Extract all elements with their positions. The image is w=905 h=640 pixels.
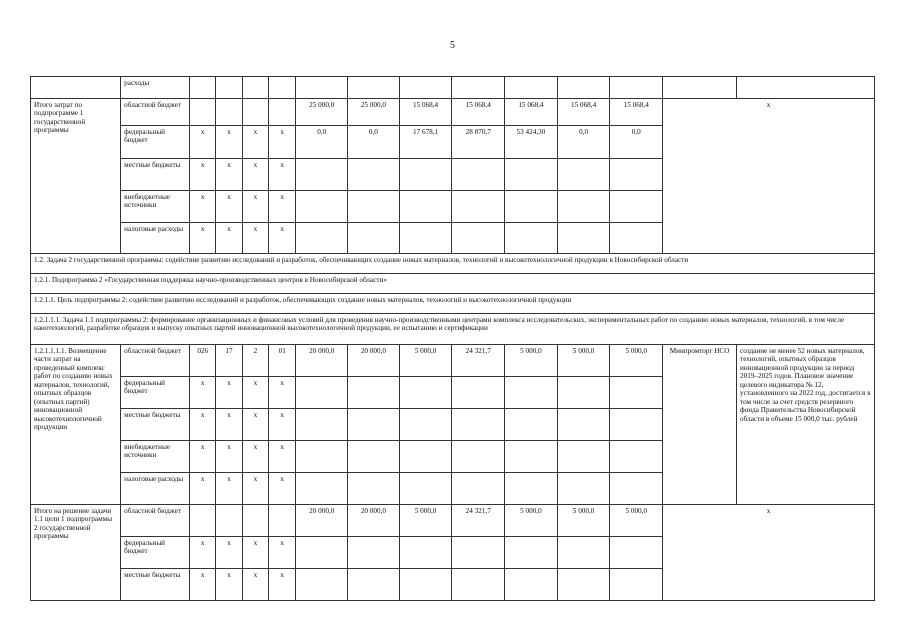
empty-cell: [452, 223, 505, 254]
empty-cell: [242, 99, 268, 126]
source-cell: налоговые расходы: [121, 223, 190, 254]
empty-cell: [557, 77, 610, 99]
empty-cell: [296, 537, 348, 569]
source-cell: местные бюджеты: [121, 159, 190, 191]
empty-cell: [348, 191, 400, 223]
na-mark-cell: x: [190, 159, 216, 191]
row-label: Итого затрат по подпрограмме 1 государственной программы: [31, 99, 121, 254]
amount-cell: 20 000,0: [348, 345, 400, 377]
na-mark-cell: x: [216, 537, 242, 569]
empty-cell: [610, 569, 663, 601]
section-heading: 1.2.1.1. Цель подпрограммы 2: содействие развитию исследований и разработок, обеспечивающих создание новых материалов, технологий и высокотехнологичной продукции: [31, 294, 875, 314]
empty-cell: [505, 409, 558, 441]
empty-cell: [505, 473, 558, 505]
amount-cell: 15 068,4: [557, 99, 610, 126]
amount-cell: 0,0: [557, 126, 610, 159]
empty-cell: [610, 409, 663, 441]
empty-cell: [216, 505, 242, 537]
empty-cell: [296, 569, 348, 601]
empty-cell: [452, 473, 505, 505]
source-cell: внебюджетные источники: [121, 191, 190, 223]
code-cell: 026: [190, 345, 216, 377]
empty-cell: [348, 473, 400, 505]
empty-cell: [399, 537, 452, 569]
empty-cell: [216, 77, 242, 99]
section-heading: 1.2. Задача 2 государственной программы: содействие развитию исследований и разработок, обеспечивающих создание новых материалов, технологий и высокотехнологичной продукции в Новосибирской области: [31, 254, 875, 274]
empty-cell: [216, 99, 242, 126]
na-mark-cell: x: [190, 537, 216, 569]
source-cell: федеральный бюджет: [121, 377, 190, 409]
empty-cell: [505, 159, 558, 191]
result-cell: создание не менее 52 новых материалов, технологий, опытных образцов инновационной продукции за период 2019–2025 годов. Плановое значение целевого индикатора № 12, установленного на 2022 год, достигается в том числе за счет средств резервного фонда Правительства Новосибирской области в объеме 15 000,0 тыс. рублей: [737, 345, 875, 505]
empty-cell: [296, 191, 348, 223]
empty-cell: [557, 537, 610, 569]
budget-table: [30, 76, 875, 601]
section-heading: 1.2.1. Подпрограмма 2 «Государственная поддержка научно-производственных центров в Новосибирской области»: [31, 274, 875, 294]
result-cell: x: [663, 99, 875, 254]
empty-cell: [505, 377, 558, 409]
source-cell: федеральный бюджет: [121, 537, 190, 569]
table-row: [31, 77, 875, 99]
na-mark-cell: x: [269, 569, 296, 601]
empty-cell: [348, 77, 400, 99]
empty-cell: [269, 99, 296, 126]
source-cell: областной бюджет: [121, 99, 190, 126]
section-heading-row: [31, 254, 875, 274]
amount-cell: 5 000,0: [610, 505, 663, 537]
empty-cell: [348, 569, 400, 601]
na-mark-cell: x: [216, 441, 242, 473]
na-mark-cell: x: [190, 409, 216, 441]
amount-cell: 15 068,4: [399, 99, 452, 126]
section-heading-row: [31, 294, 875, 314]
empty-cell: [663, 77, 737, 99]
empty-cell: [610, 537, 663, 569]
na-mark-cell: x: [242, 473, 268, 505]
na-mark-cell: x: [216, 159, 242, 191]
na-mark-cell: x: [190, 126, 216, 159]
empty-cell: [296, 473, 348, 505]
empty-cell: [348, 223, 400, 254]
empty-cell: [610, 77, 663, 99]
amount-cell: 28 870,7: [452, 126, 505, 159]
empty-cell: [557, 191, 610, 223]
na-mark-cell: x: [242, 377, 268, 409]
code-cell: 01: [269, 345, 296, 377]
na-mark-cell: x: [242, 159, 268, 191]
empty-cell: [452, 537, 505, 569]
table-row: [31, 505, 875, 537]
empty-cell: [399, 441, 452, 473]
empty-cell: [399, 191, 452, 223]
empty-cell: [610, 473, 663, 505]
empty-cell: [452, 77, 505, 99]
na-mark-cell: x: [269, 191, 296, 223]
empty-cell: [348, 159, 400, 191]
empty-cell: [610, 159, 663, 191]
na-mark-cell: x: [216, 223, 242, 254]
amount-cell: 5 000,0: [399, 505, 452, 537]
na-mark-cell: x: [216, 569, 242, 601]
empty-cell: [296, 409, 348, 441]
source-cell: местные бюджеты: [121, 409, 190, 441]
empty-cell: [296, 223, 348, 254]
source-cell: областной бюджет: [121, 345, 190, 377]
amount-cell: 25 000,0: [296, 99, 348, 126]
section-heading-row: [31, 314, 875, 345]
code-cell: 17: [216, 345, 242, 377]
na-mark-cell: x: [190, 441, 216, 473]
na-mark-cell: x: [216, 473, 242, 505]
empty-cell: [269, 77, 296, 99]
empty-cell: [557, 409, 610, 441]
empty-cell: [269, 505, 296, 537]
empty-cell: [505, 441, 558, 473]
amount-cell: 5 000,0: [610, 345, 663, 377]
empty-cell: [505, 569, 558, 601]
na-mark-cell: x: [269, 223, 296, 254]
na-mark-cell: x: [242, 191, 268, 223]
source-cell: налоговые расходы: [121, 473, 190, 505]
section-heading-row: [31, 274, 875, 294]
empty-cell: [399, 223, 452, 254]
page-number: 5: [450, 40, 455, 51]
empty-cell: [348, 377, 400, 409]
na-mark-cell: x: [242, 441, 268, 473]
amount-cell: 5 000,0: [505, 345, 558, 377]
na-mark-cell: x: [242, 569, 268, 601]
empty-cell: [399, 77, 452, 99]
empty-cell: [610, 441, 663, 473]
empty-cell: [296, 377, 348, 409]
na-mark-cell: x: [216, 377, 242, 409]
na-mark-cell: x: [216, 191, 242, 223]
empty-cell: [505, 537, 558, 569]
na-mark-cell: x: [269, 537, 296, 569]
amount-cell: 15 068,4: [610, 99, 663, 126]
empty-cell: [31, 77, 121, 99]
na-mark-cell: x: [242, 409, 268, 441]
table-row: [31, 99, 875, 126]
empty-cell: [557, 473, 610, 505]
amount-cell: 53 424,30: [505, 126, 558, 159]
empty-cell: [296, 77, 348, 99]
empty-cell: [190, 505, 216, 537]
na-mark-cell: x: [190, 191, 216, 223]
na-mark-cell: x: [216, 409, 242, 441]
source-cell: областной бюджет: [121, 505, 190, 537]
row-label: 1.2.1.1.1.1. Возмещение части затрат на проведенный комплекс работ по созданию новых материалов, технологий, опытных образцов (опытных партий) инновационной высокотехнологичной продукции: [31, 345, 121, 505]
amount-cell: 15 068,4: [505, 99, 558, 126]
amount-cell: 17 678,1: [399, 126, 452, 159]
empty-cell: [348, 441, 400, 473]
empty-cell: [610, 223, 663, 254]
na-mark-cell: x: [242, 223, 268, 254]
empty-cell: [557, 441, 610, 473]
na-mark-cell: x: [242, 537, 268, 569]
empty-cell: [557, 223, 610, 254]
amount-cell: 5 000,0: [399, 345, 452, 377]
empty-cell: [737, 77, 875, 99]
empty-cell: [452, 441, 505, 473]
empty-cell: [242, 505, 268, 537]
amount-cell: 15 068,4: [452, 99, 505, 126]
na-mark-cell: x: [190, 223, 216, 254]
empty-cell: [296, 159, 348, 191]
na-mark-cell: x: [216, 126, 242, 159]
na-mark-cell: x: [242, 126, 268, 159]
empty-cell: [452, 191, 505, 223]
amount-cell: 24 321,7: [452, 505, 505, 537]
source-cell: федеральный бюджет: [121, 126, 190, 159]
empty-cell: [452, 409, 505, 441]
empty-cell: [190, 99, 216, 126]
empty-cell: [296, 441, 348, 473]
source-cell: расходы: [121, 77, 190, 99]
amount-cell: 5 000,0: [557, 505, 610, 537]
empty-cell: [399, 569, 452, 601]
na-mark-cell: x: [190, 473, 216, 505]
amount-cell: 20 000,0: [296, 345, 348, 377]
amount-cell: 0,0: [610, 126, 663, 159]
empty-cell: [610, 377, 663, 409]
amount-cell: 20 000,0: [348, 505, 400, 537]
empty-cell: [399, 377, 452, 409]
amount-cell: 5 000,0: [557, 345, 610, 377]
empty-cell: [557, 377, 610, 409]
table-row: [31, 345, 875, 377]
amount-cell: 25 000,0: [348, 99, 400, 126]
na-mark-cell: x: [269, 441, 296, 473]
na-mark-cell: x: [269, 126, 296, 159]
executor-cell: Минпромторг НСО: [663, 345, 737, 505]
amount-cell: 20 000,0: [296, 505, 348, 537]
na-mark-cell: x: [269, 473, 296, 505]
empty-cell: [505, 77, 558, 99]
amount-cell: 5 000,0: [505, 505, 558, 537]
empty-cell: [452, 159, 505, 191]
empty-cell: [452, 377, 505, 409]
empty-cell: [505, 223, 558, 254]
na-mark-cell: x: [269, 409, 296, 441]
empty-cell: [557, 569, 610, 601]
empty-cell: [505, 191, 558, 223]
na-mark-cell: x: [190, 569, 216, 601]
empty-cell: [242, 77, 268, 99]
na-mark-cell: x: [190, 377, 216, 409]
empty-cell: [610, 191, 663, 223]
empty-cell: [399, 473, 452, 505]
amount-cell: 0,0: [296, 126, 348, 159]
row-label: Итого на решение задачи 1.1 цели 1 подпрограммы 2 государственной программы: [31, 505, 121, 601]
empty-cell: [399, 159, 452, 191]
na-mark-cell: x: [269, 159, 296, 191]
empty-cell: [348, 537, 400, 569]
code-cell: 2: [242, 345, 268, 377]
empty-cell: [399, 409, 452, 441]
source-cell: местные бюджеты: [121, 569, 190, 601]
amount-cell: 24 321,7: [452, 345, 505, 377]
source-cell: внебюджетные источники: [121, 441, 190, 473]
empty-cell: [557, 159, 610, 191]
empty-cell: [348, 409, 400, 441]
result-cell: x: [663, 505, 875, 601]
na-mark-cell: x: [269, 377, 296, 409]
amount-cell: 0,0: [348, 126, 400, 159]
empty-cell: [452, 569, 505, 601]
section-heading: 1.2.1.1.1. Задача 1.1 подпрограммы 2: формирование организационных и финансовых условий для проведения научно-производственными центрами комплекса исследовательских, экспериментальных работ по созданию новых материалов, технологий, в том числе нанотехнологий, разработке образцов и выпуску опытных партий инновационной высокотехнологичной продукции, ее испытанию и сертификации: [31, 314, 875, 345]
empty-cell: [190, 77, 216, 99]
